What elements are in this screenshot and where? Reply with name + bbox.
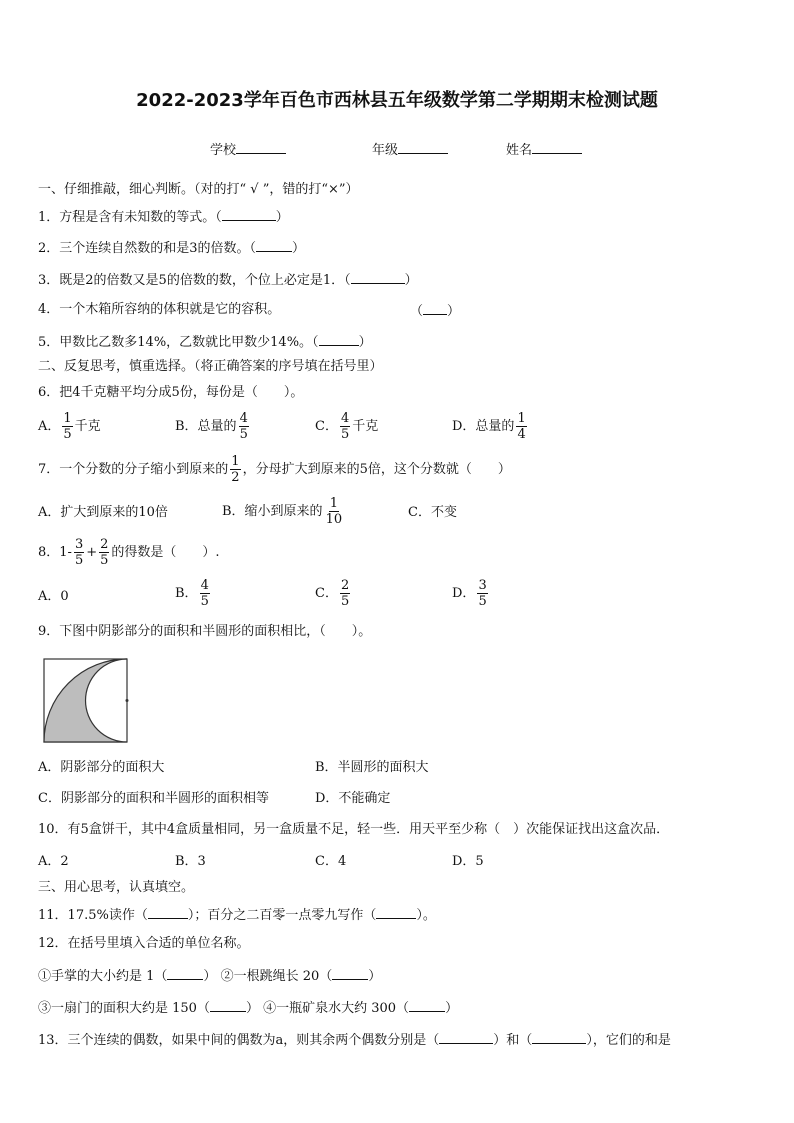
paren-close: ）: [445, 1001, 459, 1016]
fraction: [325, 496, 344, 527]
denominator: 2: [231, 470, 240, 485]
q9-option-b[interactable]: B．半圆形的面积大: [315, 760, 429, 775]
q9-figure: [40, 656, 132, 746]
answer-blank-4[interactable]: [423, 301, 447, 315]
numerator: 3: [74, 537, 84, 552]
q12-item-2: ②一根跳绳长 20（: [220, 969, 333, 984]
question-5-text: 5．甲数比乙数多14%，乙数就比甲数少14%。（: [38, 335, 319, 350]
question-11-text: 11．17.5%读作（: [38, 908, 148, 923]
question-12-items-row2: [38, 998, 458, 1018]
question-11: [38, 905, 436, 925]
answer-blank-12-4[interactable]: [409, 998, 445, 1012]
numerator: 4: [200, 578, 209, 593]
paren-close: ）: [368, 969, 382, 984]
question-2: [38, 238, 305, 258]
center-dot: [126, 699, 129, 702]
question-1-text: 1．方程是含有未知数的等式。（: [38, 210, 222, 225]
question-11-text-mid: ）；百分之二百零一点零九写作（: [187, 908, 377, 923]
page-title: 2022-2023学年百色市西林县五年级数学第二学期期末检测试题: [136, 90, 658, 111]
question-4: [38, 301, 280, 319]
q6-option-c[interactable]: [315, 411, 378, 442]
numerator: 1: [329, 496, 338, 511]
school-label: 学校: [210, 143, 237, 158]
answer-blank-5[interactable]: [319, 332, 359, 346]
denominator: 10: [325, 512, 343, 527]
numerator: 1: [517, 411, 526, 426]
question-5: [38, 332, 372, 352]
numerator: 4: [340, 411, 350, 426]
option-label: C．: [315, 586, 338, 601]
q9-option-c[interactable]: C．阴影部分的面积和半圆形的面积相等: [38, 791, 269, 806]
q12-item-4: ④一瓶矿泉水大约 300（: [263, 1001, 410, 1016]
denominator: 5: [200, 594, 209, 609]
option-label: C．: [315, 419, 338, 434]
question-13-text-end: ），它们的和是: [586, 1033, 671, 1048]
numerator: 4: [239, 411, 248, 426]
question-3-text: 3．既是2的倍数又是5的倍数的数，个位上必定是1．（: [38, 273, 351, 288]
section-3-heading: 三、用心思考，认真填空。: [38, 880, 195, 895]
question-1: [38, 207, 289, 227]
name-field[interactable]: [506, 139, 582, 158]
q7-option-c[interactable]: C．不变: [408, 505, 457, 520]
school-field[interactable]: [210, 139, 286, 158]
section-2-heading: 二、反复思考，慎重选择。（将正确答案的序号填在括号里）: [38, 359, 383, 374]
q8-option-c[interactable]: [315, 578, 352, 609]
name-label: 姓名: [506, 143, 533, 158]
fraction: [230, 454, 240, 485]
q6-option-b[interactable]: [175, 411, 251, 442]
grade-label: 年级: [372, 143, 399, 158]
fraction: [200, 578, 210, 609]
denominator: 5: [340, 427, 350, 442]
paren-close: ）: [275, 210, 289, 225]
denominator: 5: [100, 553, 109, 568]
denominator: 5: [74, 553, 84, 568]
question-8-text-end: 的得数是（ ）.: [111, 545, 220, 560]
fraction: [516, 411, 526, 442]
numerator: 3: [478, 578, 487, 593]
question-12: 12．在括号里填入合适的单位名称。: [38, 936, 250, 951]
school-blank[interactable]: [236, 140, 286, 154]
grade-blank[interactable]: [398, 140, 448, 154]
option-label: D．: [452, 586, 476, 601]
answer-blank-11b[interactable]: [376, 905, 416, 919]
section-1-heading: 一、仔细推敲，细心判断。（对的打“ √ ”，错的打“×”）: [38, 182, 359, 197]
fraction: [340, 578, 350, 609]
option-label: B．: [175, 586, 198, 601]
denominator: 5: [340, 594, 350, 609]
question-12-items-row1: [38, 966, 381, 986]
question-7: [38, 454, 511, 485]
numerator: 2: [340, 578, 350, 593]
q7-option-a[interactable]: A．扩大到原来的10倍: [38, 505, 168, 520]
question-8-text: 8．1-: [38, 545, 72, 560]
q6-option-d[interactable]: [452, 411, 529, 442]
q10-option-a[interactable]: A．2: [38, 854, 69, 869]
denominator: 5: [63, 427, 72, 442]
paren-open: （: [410, 304, 424, 319]
question-6: 6．把4千克糖平均分成5份，每份是（ ）。: [38, 385, 304, 400]
answer-blank-13b[interactable]: [532, 1030, 586, 1044]
answer-blank-12-1[interactable]: [167, 966, 203, 980]
grade-field[interactable]: [372, 139, 448, 158]
paren-close: ）: [203, 969, 217, 984]
q10-option-d[interactable]: D．5: [452, 854, 484, 869]
denominator: 4: [517, 427, 526, 442]
q8-option-d[interactable]: [452, 578, 490, 609]
q6-option-a[interactable]: [38, 411, 101, 442]
question-4-text: 4．一个木箱所容纳的体积就是它的容积。: [38, 302, 281, 317]
question-7-text-end: ，分母扩大到原来的5倍，这个分数就（ ）: [242, 462, 511, 477]
question-10: 10．有5盒饼干，其中4盒质量相同，另一盒质量不足，轻一些．用天平至少称（ ）次能保证找出这盒次品．: [38, 822, 670, 837]
question-13-text-mid: ）和（: [493, 1033, 533, 1048]
answer-blank-2[interactable]: [256, 238, 292, 252]
answer-blank-3[interactable]: [351, 270, 405, 284]
answer-blank-12-3[interactable]: [210, 998, 246, 1012]
question-4-answer: [410, 301, 460, 321]
q12-item-1: ①手掌的大小约是 1（: [38, 969, 168, 984]
paren-close: ）: [404, 273, 418, 288]
option-label: A．: [38, 419, 61, 434]
q12-item-3: ③一扇门的面积大约是 150（: [38, 1001, 210, 1016]
fraction: [62, 411, 72, 442]
unit: 千克: [74, 419, 101, 434]
paren-close: ）: [358, 335, 372, 350]
question-8: [38, 537, 220, 568]
numerator: 2: [100, 537, 109, 552]
answer-blank-12-2[interactable]: [332, 966, 368, 980]
q10-option-c[interactable]: C．4: [315, 854, 347, 869]
unit: 千克: [352, 419, 379, 434]
q9-option-d[interactable]: D．不能确定: [315, 791, 391, 806]
question-13-text: 13．三个连续的偶数，如果中间的偶数为a，则其余两个偶数分别是（: [38, 1033, 440, 1048]
option-label: D．总量的: [452, 419, 515, 434]
denominator: 5: [478, 594, 487, 609]
name-blank[interactable]: [532, 140, 582, 154]
question-3: [38, 270, 418, 290]
fraction: [239, 411, 249, 442]
denominator: 5: [239, 427, 248, 442]
answer-blank-13a[interactable]: [439, 1030, 493, 1044]
q7-option-b[interactable]: [222, 496, 345, 527]
question-13: [38, 1030, 671, 1050]
option-label: B．总量的: [175, 419, 237, 434]
fraction: [99, 537, 109, 568]
q10-option-b[interactable]: B．3: [175, 854, 206, 869]
paren-close: ）: [292, 241, 306, 256]
question-11-text-end: ）。: [416, 908, 436, 923]
fraction: [74, 537, 84, 568]
question-2-text: 2．三个连续自然数的和是3的倍数。（: [38, 241, 257, 256]
plus-sign: +: [86, 545, 98, 560]
answer-blank-1[interactable]: [222, 207, 276, 221]
question-7-text: 7．一个分数的分子缩小到原来的: [38, 462, 229, 477]
q8-option-a[interactable]: A．0: [38, 589, 69, 604]
q9-option-a[interactable]: A．阴影部分的面积大: [38, 760, 165, 775]
numerator: 1: [231, 454, 240, 469]
paren-close: ）: [447, 304, 461, 319]
numerator: 1: [63, 411, 72, 426]
paren-close: ）: [245, 1001, 259, 1016]
question-9: 9．下图中阴影部分的面积和半圆形的面积相比，（ ）。: [38, 624, 372, 639]
fraction: [477, 578, 487, 609]
answer-blank-11a[interactable]: [148, 905, 188, 919]
q8-option-b[interactable]: [175, 578, 212, 609]
fraction: [340, 411, 350, 442]
option-label: B．缩小到原来的: [222, 504, 323, 519]
